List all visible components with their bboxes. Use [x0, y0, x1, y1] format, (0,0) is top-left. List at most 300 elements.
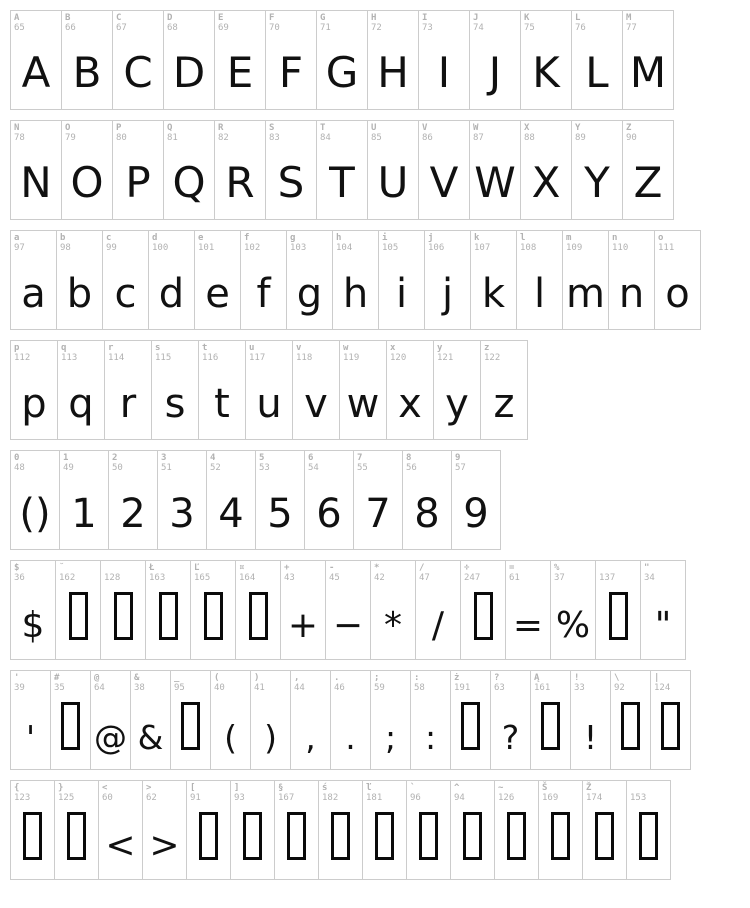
glyph-label-code: 113: [61, 353, 78, 363]
glyph-sample: ': [25, 717, 36, 757]
glyph-sample: G: [325, 48, 359, 98]
glyph-cell: [415, 560, 461, 660]
glyph-label-code: 77: [626, 23, 637, 33]
glyph-label: [382, 233, 398, 253]
glyph-label-char: v: [296, 343, 302, 353]
glyph-label: [484, 343, 500, 363]
glyph-label: [190, 783, 201, 803]
glyph-label-code: 101: [198, 243, 215, 253]
glyph-label: [14, 343, 30, 363]
glyph-label-code: 103: [290, 243, 307, 253]
glyph-label: [234, 783, 245, 803]
glyph-cell: [59, 450, 109, 550]
glyph-sample: @: [94, 717, 127, 757]
glyph-label-code: 109: [566, 243, 583, 253]
glyph-cell: [469, 120, 521, 220]
glyph-label-char: C: [116, 13, 122, 23]
glyph-sample: U: [377, 158, 409, 208]
glyph-label: [104, 563, 120, 583]
glyph-label: [284, 563, 295, 583]
missing-glyph-box: [474, 592, 493, 640]
glyph-label-code: 59: [374, 683, 385, 693]
glyph-label-code: 128: [104, 573, 121, 583]
glyph-label: [202, 343, 218, 363]
glyph-label-char: ^: [454, 783, 460, 793]
glyph-label-code: 95: [174, 683, 185, 693]
glyph-label-code: 69: [218, 23, 229, 33]
glyph-cell: [520, 10, 572, 110]
glyph-cell: [157, 450, 207, 550]
glyph-label-code: 89: [575, 133, 586, 143]
glyph-label-code: 56: [406, 463, 417, 473]
glyph-cell: [530, 670, 571, 770]
glyph-cell: [650, 670, 691, 770]
glyph-label-char: s: [155, 343, 161, 353]
glyph-label-char: 0: [14, 453, 20, 463]
glyph-label-char: Ľ: [194, 563, 200, 573]
glyph-label-char: y: [437, 343, 443, 353]
glyph-label-char: B: [65, 13, 71, 23]
glyph-sample: !: [583, 717, 598, 757]
glyph-label-char: Š: [542, 783, 548, 793]
glyph-sample: o: [665, 271, 690, 317]
glyph-label-code: 85: [371, 133, 382, 143]
glyph-label-char: z: [484, 343, 490, 353]
glyph-label: [214, 673, 225, 693]
glyph-sample: [231, 805, 274, 863]
glyph-label-code: 104: [336, 243, 353, 253]
glyph-label: [63, 453, 74, 473]
glyph-cell: [214, 120, 266, 220]
glyph-cell: [10, 340, 58, 440]
glyph-sample: (: [224, 717, 237, 757]
glyph-label-char: A: [14, 13, 20, 23]
glyph-cell: [194, 230, 241, 330]
glyph-cell: [304, 450, 354, 550]
missing-glyph-box: [461, 702, 480, 750]
glyph-label-char: w: [343, 343, 349, 353]
glyph-label: [218, 123, 229, 143]
glyph-cell: [424, 230, 471, 330]
glyph-label-char: D: [167, 13, 173, 23]
glyph-label-char: ]: [234, 783, 240, 793]
glyph-label-code: 58: [414, 683, 425, 693]
glyph-cell: [550, 560, 596, 660]
missing-glyph-box: [69, 592, 88, 640]
glyph-cell: [10, 120, 62, 220]
glyph-label: [194, 563, 210, 583]
glyph-label-code: 107: [474, 243, 491, 253]
missing-glyph-box: [159, 592, 178, 640]
glyph-label: [542, 783, 558, 803]
glyph-cell: [370, 560, 416, 660]
glyph-label: [14, 13, 25, 33]
glyph-sample: A: [21, 48, 51, 98]
glyph-label-char: /: [419, 563, 425, 573]
glyph-label-code: 98: [60, 243, 71, 253]
glyph-sample: i: [395, 271, 408, 317]
glyph-label-char: $: [14, 563, 20, 573]
glyph-label: [336, 233, 352, 253]
glyph-label-char: g: [290, 233, 296, 243]
glyph-label-char: *: [374, 563, 380, 573]
glyph-label: [296, 343, 312, 363]
glyph-label-code: 111: [658, 243, 675, 253]
glyph-label-char: ľ: [366, 783, 372, 793]
glyph-label: [455, 453, 466, 473]
glyph-label-code: 57: [455, 463, 466, 473]
glyph-sample: <: [105, 824, 136, 866]
glyph-label: [308, 453, 319, 473]
glyph-label-char: {: [14, 783, 20, 793]
glyph-label-char: #: [54, 673, 60, 683]
glyph-cell: [265, 10, 317, 110]
glyph-label-char: [: [190, 783, 196, 793]
glyph-sample: 1: [71, 491, 97, 537]
glyph-label-char: i: [382, 233, 388, 243]
glyph-label: [320, 13, 331, 33]
glyph-sample: ?: [501, 717, 520, 757]
glyph-label-char: ś: [322, 783, 328, 793]
glyph-label-code: 79: [65, 133, 76, 143]
glyph-label-code: 88: [524, 133, 535, 143]
glyph-label-char: r: [108, 343, 114, 353]
glyph-cell: [571, 10, 623, 110]
glyph-label: [419, 563, 430, 583]
glyph-cell: [316, 120, 368, 220]
glyph-cell: [370, 670, 411, 770]
glyph-label: [116, 13, 127, 33]
glyph-sample: w: [346, 381, 380, 427]
glyph-label: [390, 343, 406, 363]
glyph-sample: [531, 695, 570, 753]
glyph-label-char: N: [14, 123, 20, 133]
glyph-cell: [450, 780, 495, 880]
glyph-label-code: 68: [167, 23, 178, 33]
glyph-sample: E: [226, 48, 254, 98]
glyph-label: [534, 673, 550, 693]
glyph-cell: [494, 780, 539, 880]
glyph-sample: 5: [267, 491, 293, 537]
glyph-sample: +: [287, 604, 319, 646]
glyph-label: [371, 13, 382, 33]
glyph-sample: [187, 805, 230, 863]
glyph-label-char: ż: [454, 673, 460, 683]
glyph-label: [161, 453, 172, 473]
glyph-label-code: 73: [422, 23, 433, 33]
glyph-label: [14, 673, 25, 693]
glyph-label-char: k: [474, 233, 480, 243]
glyph-label: [61, 343, 77, 363]
glyph-sample: I: [437, 48, 451, 98]
glyph-label-char: a: [14, 233, 20, 243]
glyph-cell: [108, 450, 158, 550]
glyph-label-char: Q: [167, 123, 173, 133]
glyph-label: [249, 343, 265, 363]
glyph-label: [254, 673, 265, 693]
glyph-sample: [56, 585, 100, 643]
glyph-cell: [102, 230, 149, 330]
glyph-cell: [654, 230, 701, 330]
glyph-sample: S: [277, 158, 305, 208]
glyph-sample: /: [431, 604, 445, 646]
glyph-label: [374, 673, 385, 693]
glyph-label-code: 53: [259, 463, 270, 473]
glyph-label-char: l: [520, 233, 526, 243]
glyph-label: [586, 783, 602, 803]
glyph-cell: [571, 120, 623, 220]
glyph-sample: [363, 805, 406, 863]
glyph-label: [54, 673, 65, 693]
glyph-label-code: 34: [644, 573, 655, 583]
glyph-cell: [339, 340, 387, 440]
missing-glyph-box: [114, 592, 133, 640]
glyph-cell: [274, 780, 319, 880]
glyph-label-char: +: [284, 563, 290, 573]
glyph-label: [626, 123, 637, 143]
glyph-label-code: 191: [454, 683, 471, 693]
glyph-label-code: 97: [14, 243, 25, 253]
glyph-label: [239, 563, 255, 583]
glyph-cell: [622, 10, 674, 110]
glyph-sample: C: [123, 48, 153, 98]
glyph-label-char: O: [65, 123, 71, 133]
glyph-label-code: 84: [320, 133, 331, 143]
glyph-sample: N: [20, 158, 52, 208]
glyph-sample: [451, 695, 490, 753]
glyph-sample: T: [329, 158, 355, 208]
glyph-label-code: 74: [473, 23, 484, 33]
glyph-label-code: 61: [509, 573, 520, 583]
glyph-label-code: 120: [390, 353, 407, 363]
glyph-label-char: M: [626, 13, 632, 23]
glyph-cell: [10, 10, 62, 110]
glyph-sample: t: [214, 381, 230, 427]
glyph-cell: [54, 780, 99, 880]
glyph-cell: [469, 10, 521, 110]
glyph-label: [626, 13, 637, 33]
glyph-label: [575, 123, 586, 143]
glyph-sample: Y: [584, 158, 610, 208]
missing-glyph-box: [61, 702, 80, 750]
glyph-sample: [583, 805, 626, 863]
glyph-row-lowercase: [10, 230, 701, 330]
glyph-label-code: 137: [599, 573, 616, 583]
glyph-label-code: 82: [218, 133, 229, 143]
glyph-sample: s: [164, 381, 186, 427]
glyph-label-code: 161: [534, 683, 551, 693]
glyph-cell: [186, 780, 231, 880]
glyph-sample: [101, 585, 145, 643]
glyph-sample: $: [21, 604, 45, 646]
glyph-cell: [406, 780, 451, 880]
glyph-label-char: .: [334, 673, 340, 683]
glyph-label: [422, 123, 433, 143]
glyph-cell: [516, 230, 563, 330]
glyph-label: [65, 13, 76, 33]
missing-glyph-box: [331, 812, 350, 860]
glyph-label: [414, 673, 425, 693]
missing-glyph-box: [507, 812, 526, 860]
glyph-sample: M: [629, 48, 667, 98]
glyph-sample: [51, 695, 90, 753]
glyph-sample: %: [555, 604, 591, 646]
glyph-cell: [332, 230, 379, 330]
glyph-row-punctuation: [10, 670, 691, 770]
glyph-sample: 8: [414, 491, 440, 537]
glyph-label-code: 119: [343, 353, 360, 363]
glyph-label-code: 55: [357, 463, 368, 473]
glyph-label-char: K: [524, 13, 530, 23]
glyph-label: [374, 563, 385, 583]
glyph-sample: e: [205, 271, 230, 317]
glyph-sample: D: [172, 48, 206, 98]
glyph-cell: [214, 10, 266, 110]
glyph-row-lowercase-2: [10, 340, 528, 440]
glyph-label-char: [630, 783, 646, 793]
missing-glyph-box: [661, 702, 680, 750]
glyph-label-code: 174: [586, 793, 603, 803]
glyph-sample: W: [474, 158, 516, 208]
glyph-label-char: |: [654, 673, 660, 683]
glyph-label: [14, 123, 25, 143]
glyph-cell: [330, 670, 371, 770]
glyph-sample: m: [566, 271, 605, 317]
glyph-label-char: R: [218, 123, 224, 133]
glyph-label-code: 64: [94, 683, 105, 693]
glyph-label-code: 106: [428, 243, 445, 253]
glyph-sample: :: [424, 717, 437, 757]
glyph-label-code: 93: [234, 793, 245, 803]
glyph-cell: [50, 670, 91, 770]
glyph-sample: H: [377, 48, 409, 98]
glyph-sample: ,: [305, 717, 316, 757]
glyph-label-code: 46: [334, 683, 345, 693]
glyph-cell: [362, 780, 407, 880]
glyph-sample: Q: [172, 158, 206, 208]
glyph-label-code: 63: [494, 683, 505, 693]
glyph-label-char: ,: [294, 673, 300, 683]
glyph-label: [599, 563, 615, 583]
glyph-cell: [480, 340, 528, 440]
glyph-sample: F: [278, 48, 304, 98]
glyph-cell: [367, 120, 419, 220]
glyph-label-code: 181: [366, 793, 383, 803]
glyph-cell: [148, 230, 195, 330]
glyph-cell: [145, 560, 191, 660]
glyph-label: [473, 13, 484, 33]
glyph-cell: [570, 670, 611, 770]
glyph-sample: 3: [169, 491, 195, 537]
glyph-sample: =: [512, 604, 544, 646]
glyph-label: [329, 563, 340, 583]
glyph-label-code: 83: [269, 133, 280, 143]
glyph-sample: 2: [120, 491, 146, 537]
glyph-label-code: 99: [106, 243, 117, 253]
glyph-sample: .: [345, 717, 356, 757]
glyph-sample: B: [72, 48, 102, 98]
glyph-label: [612, 233, 628, 253]
glyph-cell: [451, 450, 501, 550]
glyph-cell: [595, 560, 641, 660]
glyph-cell: [520, 120, 572, 220]
glyph-label: [474, 233, 490, 253]
glyph-label: [454, 783, 465, 803]
glyph-label-char: [599, 563, 615, 573]
glyph-sample: K: [532, 48, 560, 98]
missing-glyph-box: [551, 812, 570, 860]
glyph-cell: [250, 670, 291, 770]
glyph-label: [210, 453, 221, 473]
glyph-label: [644, 563, 655, 583]
glyph-sample: h: [342, 271, 369, 317]
glyph-cell: [190, 560, 236, 660]
glyph-label-code: 247: [464, 573, 481, 583]
glyph-label-char: \: [614, 673, 620, 683]
glyph-label: [174, 673, 185, 693]
glyph-cell: [325, 560, 371, 660]
glyph-label-code: 105: [382, 243, 399, 253]
glyph-label-char: &: [134, 673, 140, 683]
glyph-row-uppercase-2: [10, 120, 674, 220]
glyph-label-code: 123: [14, 793, 31, 803]
glyph-cell: [265, 120, 317, 220]
missing-glyph-box: [541, 702, 560, 750]
glyph-sample: d: [158, 271, 185, 317]
glyph-label: [509, 563, 520, 583]
missing-glyph-box: [621, 702, 640, 750]
glyph-sample: p: [21, 381, 47, 427]
glyph-label-char: !: [574, 673, 580, 683]
glyph-label-code: 167: [278, 793, 295, 803]
glyph-cell: [316, 10, 368, 110]
glyph-sample: [451, 805, 494, 863]
glyph-sample: a: [21, 271, 46, 317]
glyph-cell: [112, 120, 164, 220]
glyph-label-code: 54: [308, 463, 319, 473]
glyph-cell: [402, 450, 452, 550]
glyph-cell: [10, 450, 60, 550]
glyph-label: [406, 453, 417, 473]
glyph-label-char: c: [106, 233, 112, 243]
glyph-label: [59, 563, 75, 583]
glyph-label: [357, 453, 368, 473]
glyph-label-char: }: [58, 783, 64, 793]
glyph-label: [167, 13, 178, 33]
glyph-label: [366, 783, 382, 803]
glyph-label-code: 40: [214, 683, 225, 693]
glyph-sample: y: [445, 381, 469, 427]
glyph-sample: [627, 805, 670, 863]
glyph-label: [410, 783, 421, 803]
glyph-label-code: 48: [14, 463, 25, 473]
glyph-cell: [245, 340, 293, 440]
glyph-cell: [490, 670, 531, 770]
glyph-cell: [10, 780, 55, 880]
glyph-label-char: G: [320, 13, 326, 23]
glyph-label: [14, 563, 25, 583]
glyph-label-char: Ł: [149, 563, 155, 573]
glyph-sample: ": [654, 604, 672, 646]
glyph-label: [108, 343, 124, 363]
glyph-label-code: 165: [194, 573, 211, 583]
glyph-label-char: 2: [112, 453, 118, 463]
glyph-label-code: 76: [575, 23, 586, 33]
glyph-label: [422, 13, 433, 33]
glyph-cell: [240, 230, 287, 330]
glyph-label-char: I: [422, 13, 428, 23]
glyph-label: [269, 123, 280, 143]
